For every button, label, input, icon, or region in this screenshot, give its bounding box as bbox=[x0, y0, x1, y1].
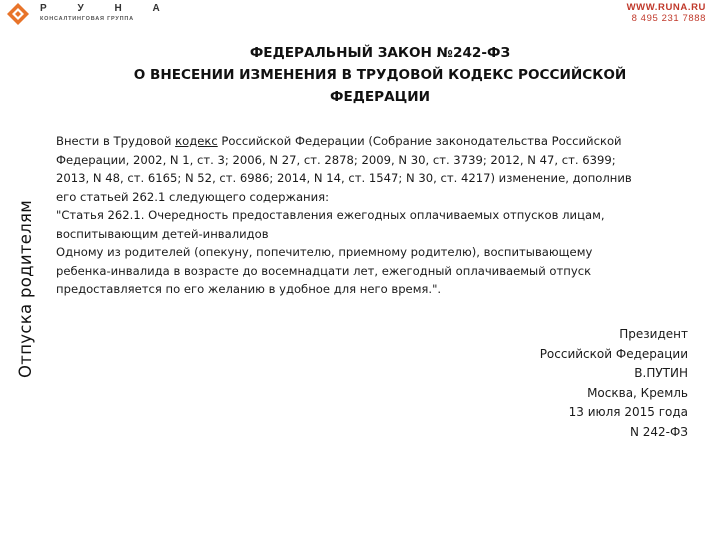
title-line-3: ФЕДЕРАЦИИ bbox=[329, 89, 430, 105]
kodeks-link[interactable]: кодекс bbox=[175, 134, 218, 148]
body-line-4: его статьей 262.1 следующего содержания: bbox=[56, 189, 330, 204]
logo-diamond-icon bbox=[6, 2, 30, 26]
body-line-1-end: Российской Федерации (Собрание законодательства Российской bbox=[217, 134, 622, 148]
logo-subtitle: КОНСАЛТИНГОВАЯ ГРУППА bbox=[40, 16, 134, 22]
body-line-2: Федерации, 2002, N 1, ст. 3; 2006, N 27, ст. 2878; 2009, N 30, ст. 3739; 2012, N 47, ст. 6399; bbox=[56, 152, 616, 167]
body-line-5: "Статья 262.1. Очередность предоставления ежегодных оплачиваемых отпусков лицам, bbox=[56, 208, 605, 222]
signature-line-2: Российской Федерации bbox=[539, 346, 688, 361]
law-body-text bbox=[56, 132, 701, 299]
header-bar bbox=[0, 0, 720, 28]
document-title bbox=[60, 42, 700, 108]
signature-block bbox=[540, 325, 688, 442]
title-line-2: О ВНЕСЕНИИ ИЗМЕНЕНИЯ В ТРУДОВОЙ КОДЕКС РОССИЙСКОЙ bbox=[133, 67, 627, 83]
body-line-1-start: Внести в Трудовой bbox=[56, 134, 176, 148]
company-logo bbox=[6, 2, 174, 26]
body-line-8: ребенка-инвалида в возрасте до восемнадцати лет, ежегодный оплачиваемый отпуск bbox=[56, 263, 592, 278]
body-line-1 bbox=[56, 132, 701, 151]
contacts bbox=[627, 2, 706, 24]
body-line-6: воспитывающим детей-инвалидов bbox=[56, 226, 269, 241]
signature-line-3: В.ПУТИН bbox=[634, 366, 688, 380]
signature-line-6: N 242-ФЗ bbox=[629, 424, 688, 439]
signature-line-1: Президент bbox=[619, 327, 688, 341]
signature-line-4: Москва, Кремль bbox=[587, 385, 688, 400]
website-link[interactable]: WWW.RUNA.RU bbox=[626, 2, 706, 13]
side-section-label: Отпуска родителям bbox=[16, 199, 35, 378]
title-line-1: ФЕДЕРАЛЬНЫЙ ЗАКОН №242-ФЗ bbox=[249, 45, 511, 61]
body-line-3: 2013, N 48, ст. 6165; N 52, ст. 6986; 2014, N 14, ст. 1547; N 30, ст. 4217) изменение, дополнив bbox=[56, 171, 632, 185]
logo-name: Р У Н А bbox=[40, 3, 174, 14]
body-line-7: Одному из родителей (опекуну, попечителю, приемному родителю), воспитывающему bbox=[56, 245, 593, 259]
phone-number: 8 495 231 7888 bbox=[631, 13, 706, 24]
body-line-9: предоставляется по его желанию в удобное для него время.". bbox=[56, 282, 442, 296]
signature-line-5: 13 июля 2015 года bbox=[568, 405, 688, 419]
